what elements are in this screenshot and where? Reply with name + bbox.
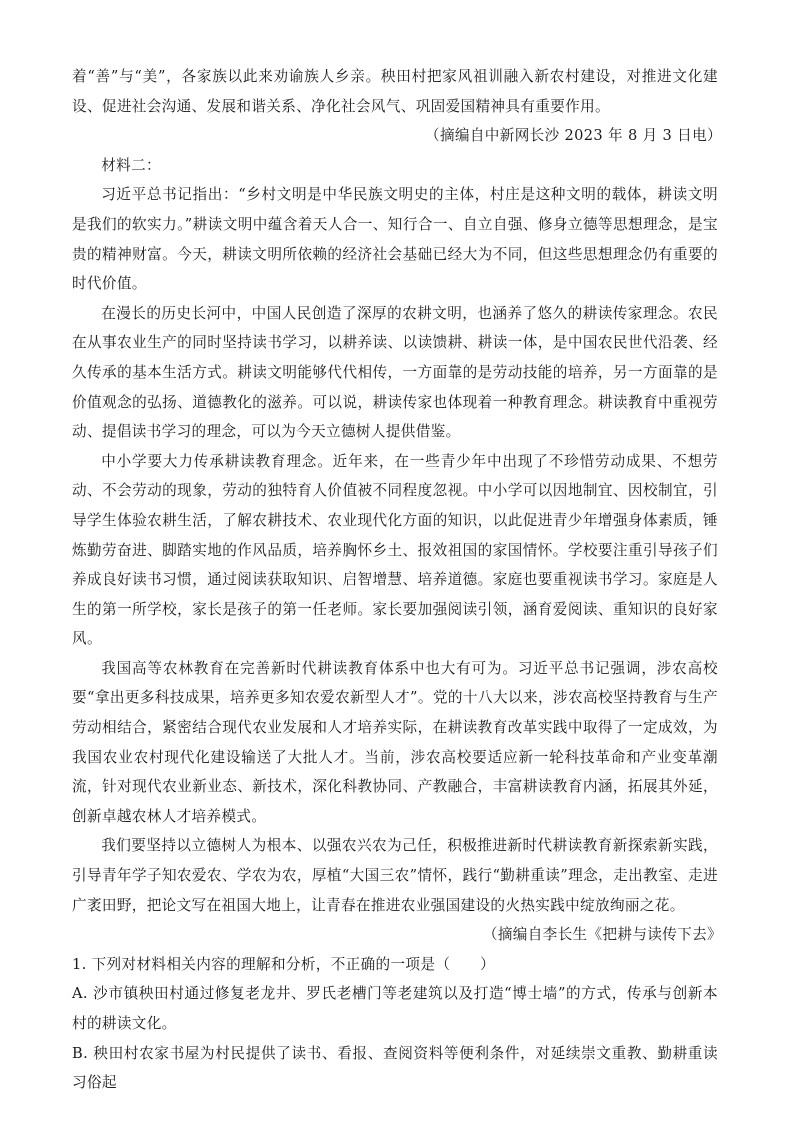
paragraph: 习近平总书记指出：“乡村文明是中华民族文明史的主体，村庄是这种文明的载体，耕读文明是我们的软实力。”耕读文明中蕴含着天人合一、知行合一、自立自强、修身立德等思想理念，是宝贵的精神财富。今天，耕读文明所依赖的经济社会基础已经大为不同，但这些思想理念仍有重要的时代价值。 — [72, 186, 718, 293]
option-b: B. 秧田村农家书屋为村民提供了读书、看报、查阅资料等便利条件，对延续崇文重教、勤耕重读习俗起 — [72, 1044, 718, 1092]
source-citation-1: （摘编自中新网长沙 2023 年 8 月 3 日电） — [425, 127, 722, 145]
paragraph: 我们要坚持以立德树人为根本、以强农兴农为己任，积极推进新时代耕读教育新探索新实践，引导青年学子知农爱农、学农为农，厚植“大国三农”情怀，践行“勤耕重读”理念，走出教室、走进广袤田野，把论文写在祖国大地上，让青春在推进农业强国建设的火热实践中绽放绚丽之花。 — [72, 837, 718, 914]
paragraph: 我国高等农林教育在完善新时代耕读教育体系中也大有可为。习近平总书记强调，涉农高校要“拿出更多科技成果，培养更多知农爱农新型人才”。党的十八大以来，涉农高校坚持教育与生产劳动相结合，紧密结合现代农业发展和人才培养实际，在耕读教育改革实践中取得了一定成效，为我国农业农村现代化建设输送了大批人才。当前，涉农高校要适应新一轮科技革命和产业变革潮流，针对现代农业新业态、新技术，深化科教协同、产教融合，丰富耕读教育内涵，拓展其外延，创新卓越农林人才培养模式。 — [72, 659, 718, 825]
paragraph: 中小学要大力传承耕读教育理念。近年来，在一些青少年中出现了不珍惜劳动成果、不想劳动、不会劳动的现象，劳动的独特育人价值被不同程度忽视。中小学可以因地制宜、因校制宜，引导学生体验农耕生活，了解农耕技术、农业现代化方面的知识，以此促进青少年增强身体素质，锤炼勤劳奋进、脚踏实地的作风品质，培养胸怀乡土、报效祖国的家国情怀。学校要注重引导孩子们养成良好读书习惯，通过阅读获取知识、启智增慧、培养道德。家庭也要重视读书学习。家庭是人生的第一所学校，家长是孩子的第一任老师。家长要加强阅读引领，涵育爱阅读、重知识的良好家风。 — [72, 452, 718, 648]
document-page — [72, 62, 722, 1098]
paragraph-continuation: 着“善”与“美”，各家族以此来劝谕族人乡亲。秧田村把家风祖训融入新农村建设，对推进文化建设、促进社会沟通、发展和谐关系、净化社会风气、巩固爱国精神具有重要作用。 — [72, 68, 718, 115]
question-stem: 1. 下列对材料相关内容的理解和分析，不正确的一项是（ ） — [72, 955, 496, 973]
source-citation-2: （摘编自李长生《把耕与读传下去》 — [482, 926, 722, 944]
option-a: A. 沙市镇秧田村通过修复老龙井、罗氏老槽门等老建筑以及打造“博士墙”的方式，传承与创新本村的耕读文化。 — [72, 985, 718, 1032]
paragraph: 在漫长的历史长河中，中国人民创造了深厚的农耕文明，也涵养了悠久的耕读传家理念。农民在从事农业生产的同时坚持读书学习，以耕养读、以读馈耕、耕读一体，是中国农民世代沿袭、经久传承的基本生活方式。耕读文明能够代代相传，一方面靠的是劳动技能的培养，另一方面靠的是价值观念的弘扬、道德教化的滋养。可以说，耕读传家也体现着一种教育理念。耕读教育中重视劳动、提倡读书学习的理念，可以为今天立德树人提供借鉴。 — [72, 304, 718, 441]
section-heading-material-2: 材料二： — [101, 156, 161, 174]
